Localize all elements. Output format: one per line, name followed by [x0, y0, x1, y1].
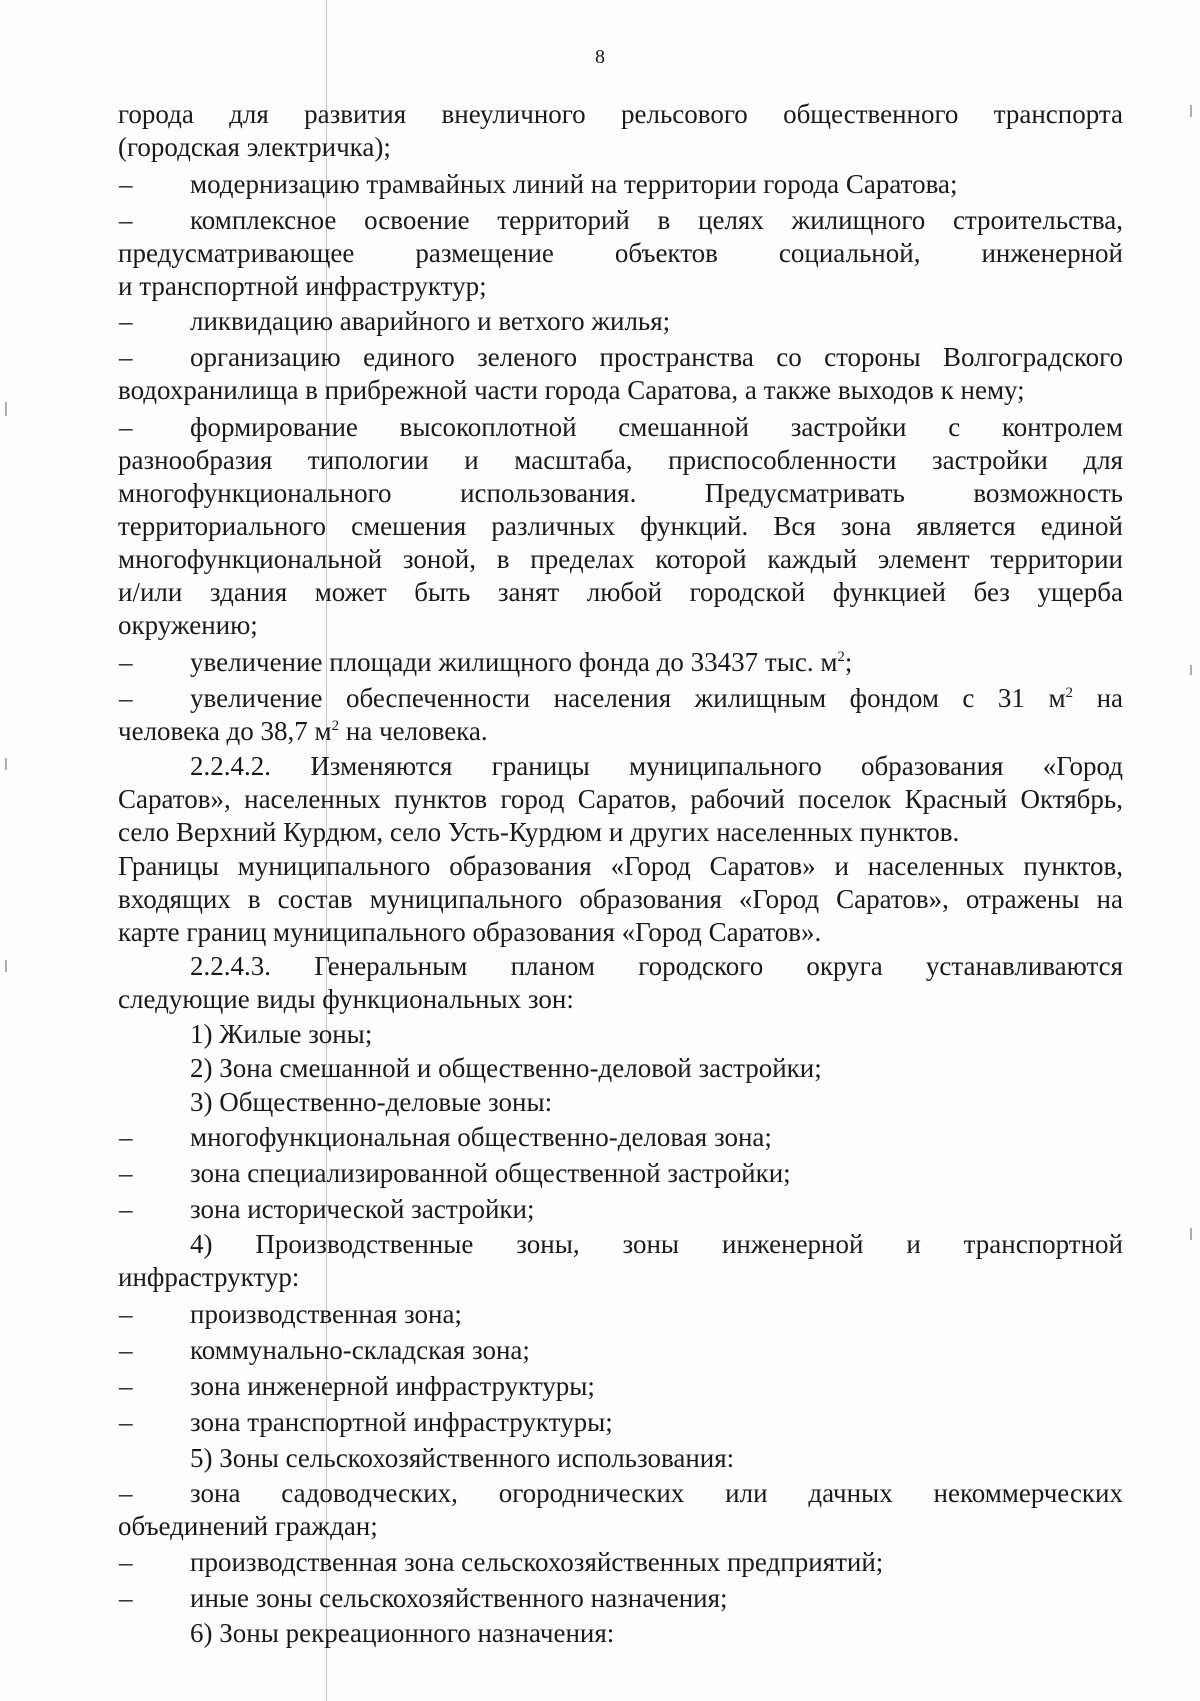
- numbered-item: 1) Жилые зоны;: [190, 1019, 373, 1049]
- list-dash: –: [119, 1194, 133, 1224]
- text-line: многофункциональной зоной, в пределах которой каждый элемент территории: [118, 544, 1123, 574]
- numbered-item: 3) Общественно-деловые зоны:: [190, 1087, 553, 1117]
- text-run: на человека.: [339, 716, 488, 746]
- scan-artifact: [5, 960, 7, 972]
- superscript: 2: [331, 718, 340, 734]
- list-item: производственная зона сельскохозяйственных предприятий;: [190, 1547, 884, 1577]
- list-item: производственная зона;: [190, 1299, 462, 1329]
- text-line: [118, 715, 488, 748]
- text-line: многофункционального использования. Предусматривать возможность: [118, 478, 1123, 508]
- text-line: село Верхний Курдюм, село Усть-Курдюм и других населенных пунктов.: [118, 817, 960, 847]
- scan-artifact: [1190, 1228, 1192, 1240]
- list-dash: –: [119, 169, 133, 199]
- list-item: зона исторической застройки;: [190, 1194, 535, 1224]
- list-item: формирование высокоплотной смешанной застройки с контролем: [190, 412, 1123, 442]
- list-item: организацию единого зеленого пространства со стороны Волгоградского: [190, 342, 1123, 372]
- list-item: модернизацию трамвайных линий на территории города Саратова;: [190, 169, 958, 199]
- text-line: следующие виды функциональных зон:: [118, 984, 574, 1014]
- list-dash: –: [119, 1158, 133, 1188]
- text-line: города для развития внеуличного рельсового общественного транспорта: [118, 99, 1123, 129]
- list-dash: –: [119, 1547, 133, 1577]
- list-dash: –: [119, 1583, 133, 1613]
- list-dash: –: [119, 205, 133, 235]
- text-run: на: [1073, 683, 1123, 713]
- numbered-item: 4) Производственные зоны, зоны инженерной и транспортной: [190, 1229, 1123, 1259]
- text-run: увеличение площади жилищного фонда до 33437 тыс. м: [190, 647, 838, 677]
- scan-artifact: [5, 402, 7, 416]
- list-dash: –: [119, 306, 133, 336]
- list-item: зона специализированной общественной застройки;: [190, 1158, 791, 1188]
- list-item: зона садоводческих, огороднических или дачных некоммерческих: [190, 1478, 1123, 1508]
- list-dash: –: [119, 1371, 133, 1401]
- list-item: коммунально-складская зона;: [190, 1335, 530, 1365]
- text-line: инфраструктур:: [118, 1262, 300, 1292]
- list-item: [190, 682, 1123, 715]
- list-item: [190, 646, 852, 679]
- scan-artifact: [1190, 665, 1192, 675]
- paragraph-2-2-4-3: 2.2.4.3. Генеральным планом городского округа устанавливаются: [190, 951, 1123, 981]
- text-run: увеличение обеспеченности населения жилищным фондом с 31 м: [190, 683, 1066, 713]
- text-run: человека до 38,7 м: [118, 716, 332, 746]
- text-run: ;: [844, 647, 853, 677]
- text-line: и транспортной инфраструктур;: [118, 271, 487, 301]
- list-dash: –: [119, 647, 133, 677]
- superscript: 2: [1065, 685, 1074, 701]
- list-dash: –: [119, 1407, 133, 1437]
- superscript: 2: [837, 649, 845, 665]
- text-line: территориального смешения различных функций. Вся зона является единой: [118, 511, 1123, 541]
- page-number: 8: [595, 46, 605, 68]
- list-dash: –: [119, 1335, 133, 1365]
- text-line: разнообразия типологии и масштаба, приспособленности застройки для: [118, 445, 1123, 475]
- list-item: многофункциональная общественно-деловая зона;: [190, 1122, 772, 1152]
- text-line: окружению;: [118, 610, 258, 640]
- text-line: Границы муниципального образования «Город Саратов» и населенных пунктов,: [118, 851, 1123, 881]
- text-line: водохранилища в прибрежной части города Саратова, а также выходов к нему;: [118, 375, 1025, 405]
- text-line: (городская электричка);: [118, 132, 391, 162]
- list-dash: –: [119, 1478, 133, 1508]
- numbered-item: 5) Зоны сельскохозяйственного использования:: [190, 1443, 735, 1473]
- list-item: зона транспортной инфраструктуры;: [190, 1407, 613, 1437]
- paragraph-2-2-4-2: 2.2.4.2. Изменяются границы муниципального образования «Город: [190, 751, 1123, 781]
- text-line: предусматривающее размещение объектов социальной, инженерной: [118, 238, 1123, 268]
- list-item: иные зоны сельскохозяйственного назначения;: [190, 1583, 728, 1613]
- scan-artifact: [1190, 105, 1192, 117]
- list-item: комплексное освоение территорий в целях жилищного строительства,: [190, 205, 1123, 235]
- list-dash: –: [119, 412, 133, 442]
- text-line: карте границ муниципального образования «Город Саратов».: [118, 917, 822, 947]
- text-line: входящих в состав муниципального образования «Город Саратов», отражены на: [118, 884, 1123, 914]
- list-dash: –: [119, 683, 133, 713]
- list-item: зона инженерной инфраструктуры;: [190, 1371, 595, 1401]
- text-line: и/или здания может быть занят любой городской функцией без ущерба: [118, 577, 1123, 607]
- numbered-item: 2) Зона смешанной и общественно-деловой застройки;: [190, 1053, 822, 1083]
- text-line: объединений граждан;: [118, 1511, 378, 1541]
- scan-artifact: [5, 758, 7, 770]
- text-line: Саратов», населенных пунктов город Саратов, рабочий поселок Красный Октябрь,: [118, 784, 1123, 814]
- list-dash: –: [119, 342, 133, 372]
- list-item: ликвидацию аварийного и ветхого жилья;: [190, 306, 671, 336]
- list-dash: –: [119, 1122, 133, 1152]
- list-dash: –: [119, 1299, 133, 1329]
- numbered-item: 6) Зоны рекреационного назначения:: [190, 1618, 615, 1648]
